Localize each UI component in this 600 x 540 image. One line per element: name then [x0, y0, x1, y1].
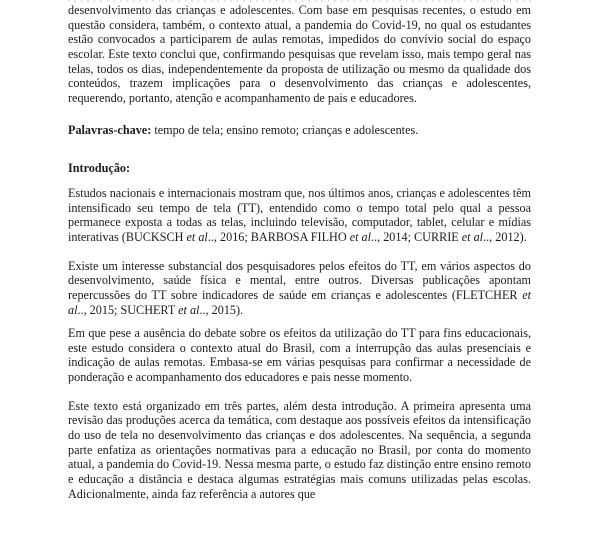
- intro-paragraph-4: Este texto está organizado em três partes, além desta introdução. A primeira apresenta uma revisão das produções acerca da temática, com destaque aos possíveis efeitos da intensificação do uso de tela no desenvolvimento das crianças e dos adolescentes. Na sequência, a segunda parte enfatiza as orientações normativas para a educação no Brasil, por conta do momento atual, a pandemia do Covid-19. Nessa mesma parte, o estudo faz distinção entre ensino remoto e educação a distância e destaca algumas estratégias mais comuns utilizadas pelas escolas. Adicionalmente, ainda faz referência a autores que: [68, 398, 531, 501]
- keywords-line: [68, 123, 531, 138]
- abstract-paragraph: desenvolvimento das crianças e adolescentes. Com base em pesquisas recentes, o estudo em questão considera, também, o contexto atual, a pandemia do Covid-19, no qual os estudantes estão convocados a participarem de aulas remotas, impedidos do convívio social do espaço escolar. Este texto conclui que, confirmando pesquisas que revelam isso, mais tempo geral nas telas, todos os dias, independentemente da proposta de utilização ou mesmo da qualidade dos conteúdos, trazem implicações para o desenvolvimento das crianças e adolescentes, requerendo, portanto, atenção e acompanhamento de pais e educadores.: [68, 3, 531, 105]
- cropped-previous-line-remnant: [68, 0, 531, 2]
- intro-paragraph-3: Em que pese a ausência do debate sobre os efeitos da utilização do TT para fins educacionais, este estudo considera o contexto atual do Brasil, com a interrupção das aulas presenciais e indicação de aulas remotas. Embasa-se em várias pesquisas para confirmar a necessidade de ponderação e acompanhamento dos educadores e pais nesse momento.: [68, 326, 531, 385]
- keywords-label: Palavras-chave:: [68, 122, 152, 137]
- intro-paragraph-1: Estudos nacionais e internacionais mostram que, nos últimos anos, crianças e adolescentes têm intensificado seu tempo de tela (TT), entendido como o tempo total pelo qual a pessoa permanece exposta a todas as telas, incluindo televisão, computador, tablet, celular e mídias interativas (BUCKSCH et al.., 2016; BARBOSA FILHO et al.., 2014; CURRIE et al.., 2012).: [68, 185, 531, 244]
- keywords-text: tempo de tela; ensino remoto; crianças e adolescentes.: [151, 122, 419, 137]
- intro-paragraph-2: Existe um interesse substancial dos pesquisadores pelos efeitos do TT, em vários aspectos do desenvolvimento, saúde física e mental, entre outros. Diversas publicações apontam repercussões do TT sobre indicadores de saúde em crianças e adolescentes (FLETCHER et al.., 2015; SUCHERT et al.., 2015).: [68, 258, 531, 317]
- section-heading-introducao: Introdução:: [68, 161, 131, 176]
